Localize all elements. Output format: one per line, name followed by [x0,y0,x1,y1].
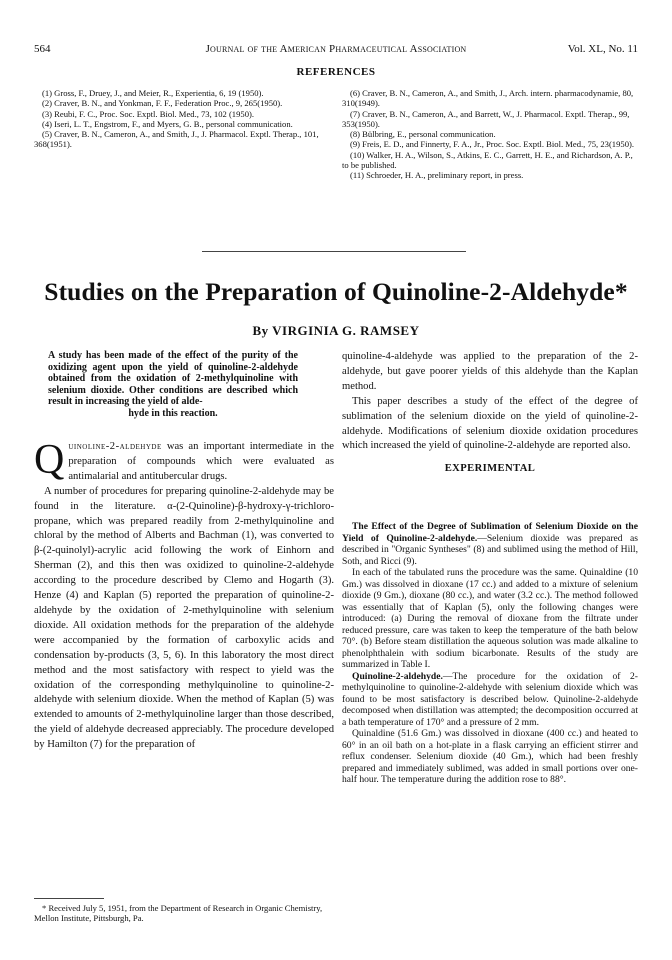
left-column [34,437,334,753]
author-byline: By VIRGINIA G. RAMSEY [252,323,420,338]
reference-item: (4) Iseri, L. T., Engstrom, F., and Myers, G. B., personal communication. [42,118,293,129]
reference-item: (1) Gross, F., Druey, J., and Meier, R., Experientia, 6, 19 (1950). [42,88,264,98]
body-paragraph: This paper describes a study of the effect of the degree of sublimation of the selenium dioxide on the yield of quinoline-2-aldehyde. Modifications of selenium dioxide oxidation procedures which increased the yield of quinoline-2-aldehyde are reported also. [342,395,638,452]
reference-item: (2) Craver, B. N., and Yonkman, F. F., Federation Proc., 9, 265(1950). [42,98,283,109]
right-column [342,350,638,483]
body-paragraph: A number of procedures for preparing quinoline-2-aldehyde may be found in the literature. α-(2-Quinoline)-β-hydroxy-γ-trichloro-propane, which was prepared readily from 2-methylquinoline and chloral by the method of Alberts and Bachman (1), was converted to β-(2-quinolyl)-acrylic acid following the work of Einhorn and Sherman (2), and this then was oxidized to quinoline-2-aldehyde according to the procedure described by Clemo and Hogarth (3). Henze (4) and Kaplan (5) reported the preparation of quinoline-2-aldehyde by the oxidation of 2-methylquinoline with selenium dioxide. All oxidation methods for the preparation of the aldehyde were accompanied by the formation of carboxylic acids and condensation by-products (3, 5, 6). In this laboratory the most direct method and the most satisfactory with respect to yield was the oxidation of the corresponding methylquinoline to quinoline-2-aldehyde with selenium dioxide. When the method of Kaplan (5) was extended to amounts of 2-methylquinoline larger than those described, the yield of aldehyde decreased appreciably. The procedure developed by Hamilton (7) for the preparation of [34,485,334,751]
reference-item: (8) Bülbring, E., personal communication. [350,129,496,140]
reference-item: (6) Craver, B. N., Cameron, A., and Smith, J., Arch. intern. pharmacodynamie, 80, 310(1949). [342,88,634,109]
journal-name: Journal of the American Pharmaceutical Association [205,43,467,55]
reference-item: (3) Reubi, F. C., Proc. Soc. Exptl. Biol. Med., 73, 102 (1950). [42,108,254,119]
reference-item: (5) Craver, B. N., Cameron, A., and Smith, J., J. Pharmacol. Exptl. Therap., 101, 368(1951). [34,129,319,150]
body-paragraph: quinoline-4-aldehyde was applied to the preparation of the 2-aldehyde, but gave poorer yields of this aldehyde than the Kaplan method. [342,351,638,392]
reference-item: (7) Craver, B. N., Cameron, A., and Barrett, W., J. Pharmacol. Exptl. Therap., 99, 353(1950). [342,108,630,129]
experimental-paragraph: In each of the tabulated runs the procedure was the same. Quinaldine (10 Gm.) was dissolved in dioxane (17 cc.) and added to a mixture of selenium dioxide (9 Gm.), dioxane (80 cc.), and water (3.2 cc.). The method followed was essentially that of Kaplan (5), only the following changes were introduced: (a) During the removal of dioxane from the filtrate under reduced pressure, care was taken to keep the temperature of the bath below 70°. (b) Before steam distillation the aqueous solution was made alkaline to phenolphthalein with sodium bicarbonate. Results of the study are summarized in Table I. [342,567,638,670]
intro-paragraph [34,437,334,485]
volume-issue: Vol. XL, No. 11 [567,43,638,55]
experimental-heading: EXPERIMENTAL [444,463,536,475]
run-in-heading: The Effect of the Degree of Sublimation of Selenium Dioxide on the Yield of Quinoline-2-aldehyde. [342,521,638,544]
references-left-column [34,88,334,150]
article-title: Studies on the Preparation of Quinoline-2-Aldehyde* [44,277,628,306]
drop-cap: Q [34,437,65,483]
experimental-section [342,521,638,786]
experimental-paragraph [342,521,638,567]
paragraph-text: —Selenium dioxide was prepared as described in "Organic Syntheses" (8) and sublimed using the method of Hill, Soth, and Ricci (9). [342,532,638,567]
abstract [48,350,298,420]
abstract-last-line: hyde in this reaction. [128,407,218,419]
reference-item: (11) Schroeder, H. A., preliminary report, in press. [350,170,524,181]
abstract-text: A study has been made of the effect of the purity of the oxidizing agent upon the yield of quinoline-2-aldehyde obtained from the oxidation of 2-methylquinoline with selenium dioxide. Other conditions are described which result in increasing the yield of alde- [48,350,298,408]
footnote: * Received July 5, 1951, from the Department of Research in Organic Chemistry, Mellon Institute, Pittsburgh, Pa. [34,903,323,923]
run-in-heading: Quinoline-2-aldehyde. [352,670,443,682]
reference-item: (9) Freis, E. D., and Finnerty, F. A., Jr., Proc. Soc. Exptl. Biol. Med., 75, 23(1950). [350,139,635,150]
paragraph-text: —The procedure for the oxidation of 2-methylquinoline to quinoline-2-aldehyde with selenium dioxide which was found to be most satisfactory is described below. Quinoline-2-aldehyde decomposed when distillation was attempted; the decomposition occurred at a bath temperature of 170° and a pressure of 2 mm. [342,670,638,728]
footnote-rule [34,898,104,899]
page-number: 564 [34,43,51,55]
intro-smallcaps: uinoline-2-aldehyde [68,441,162,452]
experimental-paragraph [342,671,638,729]
references-heading: REFERENCES [296,66,376,78]
references-right-column [342,88,638,181]
reference-item: (10) Walker, H. A., Wilson, S., Atkins, E. C., Garrett, H. E., and Richardson, A. P., to be published. [342,149,633,171]
intro-text: was an important intermediate in the preparation of compounds which were evaluated as antimalarial and antitubercular drugs. [68,441,334,482]
experimental-paragraph: Quinaldine (51.6 Gm.) was dissolved in dioxane (400 cc.) and heated to 60° in an oil bath on a hot-plate in a flask carrying an efficient stirrer and reflux condenser. Selenium dioxide (40 Gm.), which had been freshly prepared and immediately sublimed, was added in small portions over one-half hour. The temperature during the addition rose to 88°. [342,728,638,785]
section-divider [202,251,466,252]
running-header [34,43,638,59]
